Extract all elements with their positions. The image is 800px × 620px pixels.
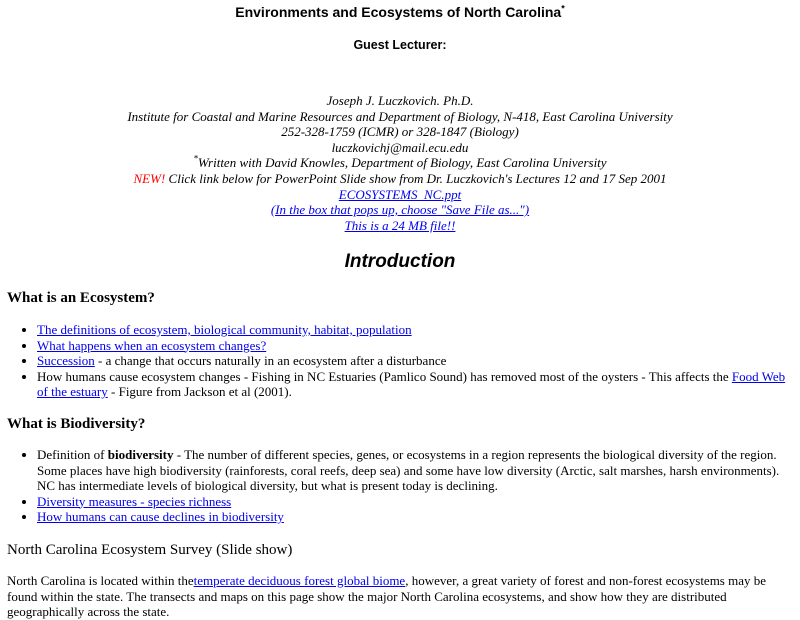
ecosystem-list <box>0 322 792 400</box>
ecosystem-changes-link[interactable]: What happens when an ecosystem changes? <box>37 337 267 353</box>
biodiversity-declines-link[interactable]: How humans can cause declines in biodiversity <box>37 509 284 524</box>
biodiversity-term: biodiversity <box>107 447 174 462</box>
succession-link[interactable]: Succession <box>37 353 95 368</box>
survey-paragraph: North Carolina is located within thetemperate deciduous forest global biome, however, a great variety of forest and non-forest ecosystems may be found within the state. The transects and maps on this page show the major North Carolina ecosystems, and show how they are distributed geographically across the state. <box>7 573 767 619</box>
written-footnote-mark: * <box>193 154 198 165</box>
list-item: • Succession - a change that occurs naturally in an ecosystem after a disturbance <box>37 353 792 369</box>
lecturer-name: Joseph J. Luczkovich. Ph.D. <box>326 93 474 108</box>
page-title: Environments and Ecosystems of North Carolina* <box>235 3 565 20</box>
list-item: • How humans cause ecosystem changes - Fishing in NC Estuaries (Pamlico Sound) has removed most of the oysters - This affects the Food Web of the estuary - Figure from Jackson et al (2001). <box>37 369 792 400</box>
lecturer-info <box>0 93 800 233</box>
written-with-note: *Written with David Knowles, Department of Biology, East Carolina University <box>193 154 607 171</box>
file-size-link[interactable]: This is a 24 MB file!! <box>344 217 456 233</box>
introduction-heading: Introduction <box>344 251 456 272</box>
list-item <box>37 322 792 338</box>
biodiversity-list <box>0 447 792 525</box>
ecosystem-definitions-link[interactable]: The definitions of ecosystem, biological community, habitat, population <box>37 322 412 337</box>
title-footnote-mark: * <box>561 3 565 14</box>
food-web-link[interactable]: Food Web of the estuary <box>37 368 786 399</box>
biodiversity-heading: What is Biodiversity? <box>7 416 146 432</box>
biome-link[interactable]: temperate deciduous forest global biome <box>193 573 406 588</box>
list-item <box>37 509 792 525</box>
new-label: NEW! <box>133 170 166 186</box>
new-notice: NEW! Click link below for PowerPoint Slide show from Dr. Luczkovich's Lectures 12 and 17 Sep 2001 <box>133 170 667 186</box>
list-item: • Definition of biodiversity - The number of different species, genes, or ecosystems in a region represents the biological diversity of the region. Some places have high biodiversity (rainforests, coral reefs, deep sea) and some have low diversity (Arctic, salt marshes, harsh environments). NC has intermediate levels of biological diversity, but what is present today is declining. <box>37 447 792 494</box>
diversity-measures-link[interactable]: Diversity measures - species richness <box>37 493 232 509</box>
list-item <box>37 494 792 510</box>
save-file-link[interactable]: (In the box that pops up, choose "Save File as...") <box>270 202 530 218</box>
survey-heading: North Carolina Ecosystem Survey (Slide show) <box>7 542 293 558</box>
ecosystem-heading: What is an Ecosystem? <box>7 290 155 306</box>
lecturer-phone: 252-328-1759 (ICMR) or 328-1847 (Biology) <box>281 124 519 140</box>
list-item <box>37 338 792 354</box>
lecturer-email: luczkovichj@mail.ecu.edu <box>331 139 469 155</box>
lecturer-institute: Institute for Coastal and Marine Resources and Department of Biology, N-418, East Carolina University <box>127 108 673 124</box>
guest-lecturer-heading: Guest Lecturer: <box>353 38 447 52</box>
ppt-download-link[interactable]: ECOSYSTEMS_NC.ppt <box>338 186 462 202</box>
